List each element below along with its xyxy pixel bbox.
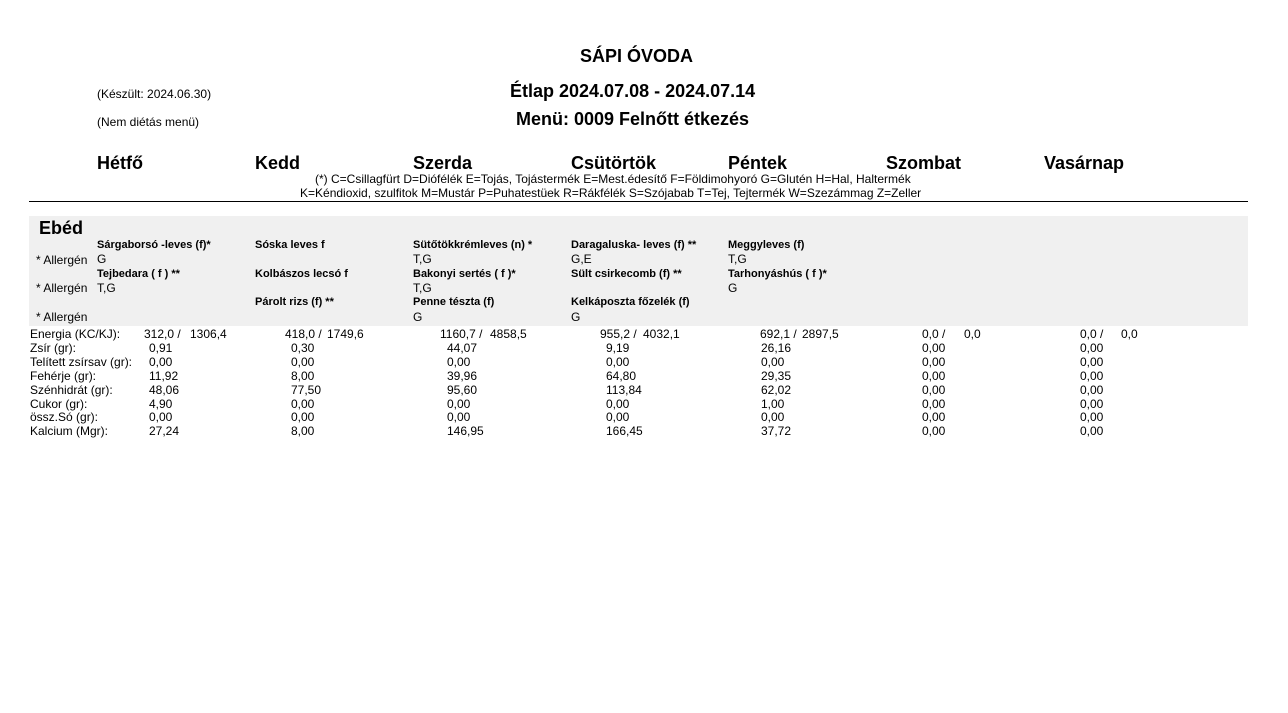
dish-tue-1: Sóska leves f xyxy=(255,239,325,251)
nutrition-value-thu: 64,80 xyxy=(606,369,637,383)
nutrition-value-sat: 0,00 xyxy=(922,341,946,355)
energy-kc-sun: 0,0 / xyxy=(1080,327,1104,341)
nutrition-value-tue: 77,50 xyxy=(291,383,322,397)
nutrition-value-sat: 0,00 xyxy=(922,424,946,438)
allergen-mon-2: T,G xyxy=(97,281,116,295)
nutrition-label-saturated-fat: Telített zsírsav (gr): xyxy=(30,355,133,369)
nutrition-value-sat: 0,00 xyxy=(922,410,946,424)
nutrition-value-wed: 0,00 xyxy=(447,410,471,424)
nutrition-value-fri: 0,00 xyxy=(761,355,785,369)
meal-title: Ebéd xyxy=(39,218,84,238)
day-header-thursday: Csütörtök xyxy=(571,153,656,173)
nutrition-value-sun: 0,00 xyxy=(1080,355,1104,369)
nutrition-value-mon: 0,00 xyxy=(149,355,173,369)
dish-thu-1: Daragaluska- leves (f) ** xyxy=(571,239,697,251)
energy-kc-sat: 0,0 / xyxy=(922,327,946,341)
nutrition-value-thu: 0,00 xyxy=(606,355,630,369)
nutrition-value-thu: 113,84 xyxy=(606,383,642,397)
nutrition-value-fri: 1,00 xyxy=(761,397,785,411)
nutrition-label-calcium: Kalcium (Mgr): xyxy=(30,424,109,438)
allergen-wed-2: T,G xyxy=(413,281,432,295)
allergen-legend-line1: (*) C=Csillagfürt D=Diófélék E=Tojás, Tojástermék E=Mest.édesítő F=Földimohyoró G=Glutén H=Hal, Haltermék xyxy=(315,172,911,186)
nutrition-value-wed: 39,96 xyxy=(447,369,478,383)
dish-wed-1: Sütőtökkrémleves (n) * xyxy=(413,239,533,251)
nutrition-value-wed: 0,00 xyxy=(447,397,471,411)
nutrition-value-sun: 0,00 xyxy=(1080,341,1104,355)
nutrition-value-sun: 0,00 xyxy=(1080,369,1104,383)
dish-tue-3: Párolt rizs (f) ** xyxy=(255,296,334,308)
day-header-sunday: Vasárnap xyxy=(1044,153,1125,173)
allergen-fri-1: T,G xyxy=(728,252,747,266)
day-header-saturday: Szombat xyxy=(886,153,962,173)
created-date: (Készült: 2024.06.30) xyxy=(97,87,212,101)
nutrition-value-wed: 146,95 xyxy=(447,424,484,438)
nutrition-value-mon: 0,91 xyxy=(149,341,173,355)
dish-wed-2: Bakonyi sertés ( f )* xyxy=(413,268,516,280)
nutrition-value-tue: 0,30 xyxy=(291,341,315,355)
nutrition-value-sun: 0,00 xyxy=(1080,397,1104,411)
allergen-mon-1: G xyxy=(97,252,107,266)
energy-kj-thu: 4032,1 xyxy=(643,327,680,341)
nutrition-value-wed: 44,07 xyxy=(447,341,478,355)
nutrition-value-tue: 8,00 xyxy=(291,424,315,438)
dish-wed-3: Penne tészta (f) xyxy=(413,296,495,308)
energy-kj-mon: 1306,4 xyxy=(190,327,227,341)
day-header-friday: Péntek xyxy=(728,153,788,173)
nutrition-value-sun: 0,00 xyxy=(1080,383,1104,397)
allergen-wed-3: G xyxy=(413,310,423,324)
nutrition-value-fri: 0,00 xyxy=(761,410,785,424)
nutrition-value-mon: 27,24 xyxy=(149,424,180,438)
nutrition-value-fri: 37,72 xyxy=(761,424,792,438)
energy-kj-fri: 2897,5 xyxy=(802,327,839,341)
day-header-tuesday: Kedd xyxy=(255,153,300,173)
nutrition-label-salt: össz.Só (gr): xyxy=(30,410,99,424)
dish-tue-2: Kolbászos lecsó f xyxy=(255,268,348,280)
nutrition-value-tue: 0,00 xyxy=(291,355,315,369)
nutrition-value-wed: 0,00 xyxy=(447,355,471,369)
nutrition-label-fat: Zsír (gr): xyxy=(30,341,76,355)
dish-thu-3: Kelkáposzta főzelék (f) xyxy=(571,296,690,308)
nutrition-value-mon: 48,06 xyxy=(149,383,180,397)
energy-kc-mon: 312,0 / xyxy=(144,327,181,341)
diet-type: (Nem diétás menü) xyxy=(97,115,200,129)
day-header-monday: Hétfő xyxy=(97,153,143,173)
allergen-thu-1: G,E xyxy=(571,252,592,266)
energy-kj-sat: 0,0 xyxy=(964,327,981,341)
nutrition-value-sat: 0,00 xyxy=(922,383,946,397)
energy-kc-thu: 955,2 / xyxy=(600,327,637,341)
nutrition-value-wed: 95,60 xyxy=(447,383,478,397)
nutrition-value-sat: 0,00 xyxy=(922,369,946,383)
menu-name: Menü: 0009 Felnőtt étkezés xyxy=(516,109,750,129)
energy-kc-fri: 692,1 / xyxy=(760,327,797,341)
allergen-thu-3: G xyxy=(571,310,581,324)
nutrition-value-fri: 26,16 xyxy=(761,341,792,355)
allergen-fri-2: G xyxy=(728,281,738,295)
energy-kj-wed: 4858,5 xyxy=(490,327,527,341)
nutrition-value-tue: 0,00 xyxy=(291,397,315,411)
school-title: SÁPI ÓVODA xyxy=(580,46,694,66)
nutrition-label-protein: Fehérje (gr): xyxy=(30,369,97,383)
dish-fri-2: Tarhonyáshús ( f )* xyxy=(728,268,827,280)
allergen-wed-1: T,G xyxy=(413,252,432,266)
nutrition-label-carbs: Szénhidrát (gr): xyxy=(30,383,113,397)
nutrition-value-thu: 9,19 xyxy=(606,341,630,355)
nutrition-value-thu: 166,45 xyxy=(606,424,643,438)
nutrition-value-thu: 0,00 xyxy=(606,410,630,424)
nutrition-value-sat: 0,00 xyxy=(922,355,946,369)
energy-kc-tue: 418,0 / xyxy=(285,327,322,341)
nutrition-value-mon: 4,90 xyxy=(149,397,173,411)
dish-mon-1: Sárgaborsó -leves (f)* xyxy=(97,239,211,251)
nutrition-value-fri: 62,02 xyxy=(761,383,792,397)
allergen-label: * Allergén xyxy=(36,253,88,267)
nutrition-value-mon: 11,92 xyxy=(149,369,179,383)
dish-fri-1: Meggyleves (f) xyxy=(728,239,805,251)
nutrition-value-thu: 0,00 xyxy=(606,397,630,411)
nutrition-label-energy: Energia (KC/KJ): xyxy=(30,327,121,341)
allergen-label: * Allergén xyxy=(36,281,88,295)
dish-thu-2: Sült csirkecomb (f) ** xyxy=(571,268,682,280)
nutrition-value-sat: 0,00 xyxy=(922,397,946,411)
dish-mon-2: Tejbedara ( f ) ** xyxy=(97,268,180,280)
nutrition-label-sugar: Cukor (gr): xyxy=(30,397,88,411)
nutrition-value-sun: 0,00 xyxy=(1080,424,1104,438)
energy-kc-wed: 1160,7 / xyxy=(440,327,483,341)
allergen-label: * Allergén xyxy=(36,310,88,324)
energy-kj-tue: 1749,6 xyxy=(327,327,364,341)
nutrition-value-tue: 0,00 xyxy=(291,410,315,424)
allergen-legend-line2: K=Kéndioxid, szulfitok M=Mustár P=Puhatestüek R=Rákfélék S=Szójabab T=Tej, Tejtermék W=Szezámmag Z=Zeller xyxy=(300,186,922,200)
header-divider xyxy=(29,201,1248,202)
menu-period: Étlap 2024.07.08 - 2024.07.14 xyxy=(510,81,756,101)
nutrition-value-mon: 0,00 xyxy=(149,410,173,424)
nutrition-value-sun: 0,00 xyxy=(1080,410,1104,424)
nutrition-value-fri: 29,35 xyxy=(761,369,792,383)
day-header-wednesday: Szerda xyxy=(413,153,473,173)
nutrition-value-tue: 8,00 xyxy=(291,369,315,383)
energy-kj-sun: 0,0 xyxy=(1121,327,1138,341)
